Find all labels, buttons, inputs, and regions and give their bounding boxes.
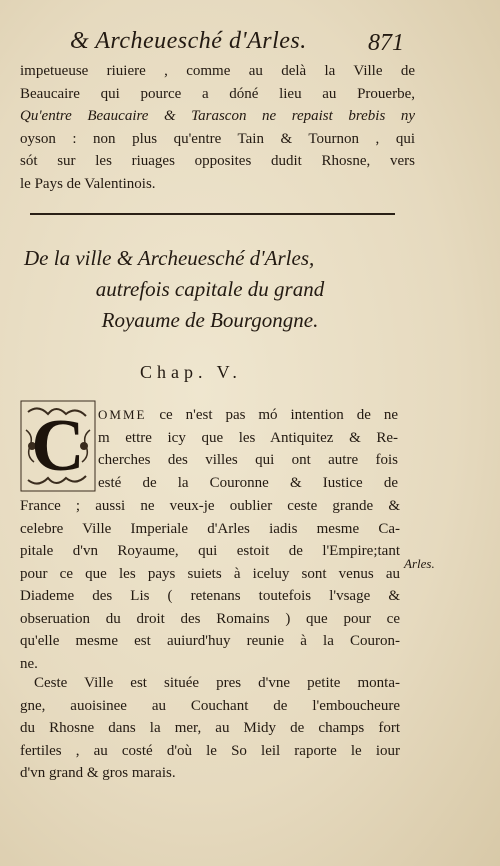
text-line: pour ce que les pays suiets à iceluy sont venus au xyxy=(20,565,400,582)
text-line: Beaucaire qui pource a dóné lieu au Prouerbe, xyxy=(20,85,415,102)
opening-lines xyxy=(98,404,398,494)
text-line: du Rhosne dans la mer, au Midy de champs fort xyxy=(20,720,400,736)
text-line: Qu'entre Beaucaire & Tarascon ne repaist brebis ny xyxy=(20,108,415,124)
text-line: obseruation du droit des Romains ) que pour ce xyxy=(20,610,400,627)
text-line: sót sur les riuages opposites dudit Rhosne, vers xyxy=(20,153,415,169)
text-line xyxy=(98,404,398,427)
margin-note: Arles. xyxy=(404,556,435,571)
chapter-title-line: De la ville & Archeuesché d'Arles, xyxy=(24,246,315,270)
page-number: 871 xyxy=(368,30,404,56)
second-paragraph xyxy=(20,672,400,785)
chapter-title-line: Royaume de Bourgongne. xyxy=(101,308,319,332)
drop-cap-letter: C xyxy=(31,404,85,487)
text-segment: ce n'est pas mó intention de ne xyxy=(159,407,398,423)
text-line: d'vn grand & gros marais. xyxy=(20,765,176,781)
chapter-title-line: autrefois capitale du grand xyxy=(95,277,325,301)
text-line: fertiles , au costé d'où le So leil raporte le iour xyxy=(20,742,400,759)
text-line: m ettre icy que les Antiquitez & Re- xyxy=(98,429,398,446)
body-paragraph xyxy=(20,495,400,675)
text-line: cherches des villes qui ont autre fois xyxy=(98,452,398,468)
section-divider xyxy=(30,213,395,215)
first-word: OMME xyxy=(98,407,147,422)
running-head: & Archeuesché d'Arles. xyxy=(70,28,307,54)
top-paragraph xyxy=(20,60,415,195)
text-line: oyson : non plus qu'entre Tain & Tournon , qui xyxy=(20,130,415,147)
chapter-title xyxy=(20,243,400,336)
ornamental-drop-cap xyxy=(20,400,96,492)
text-line: gne, auoisinee au Couchant de l'emboucheure xyxy=(20,697,400,714)
text-line: Diademe des Lis ( retenans toutefois l'vsage & xyxy=(20,588,400,604)
text-line: impetueuse riuiere , comme au delà la Ville de xyxy=(20,63,415,79)
text-line: ne. xyxy=(20,655,38,672)
chapter-number: Chap. V. xyxy=(140,362,242,382)
text-line: celebre Ville Imperiale d'Arles iadis mesme Ca- xyxy=(20,520,400,537)
text-line: esté de la Couronne & Iustice de xyxy=(98,474,398,491)
text-line: France ; aussi ne veux-je oublier ceste grande & xyxy=(20,498,400,514)
text-line: qu'elle mesme est auiurd'huy reunie à la Couron- xyxy=(20,633,400,649)
text-line: pitale d'vn Royaume, qui estoit de l'Empire;tant xyxy=(20,543,400,559)
text-line: le Pays de Valentinois. xyxy=(20,175,156,192)
text-line: Ceste Ville est située pres d'vne petite monta- xyxy=(34,675,400,691)
